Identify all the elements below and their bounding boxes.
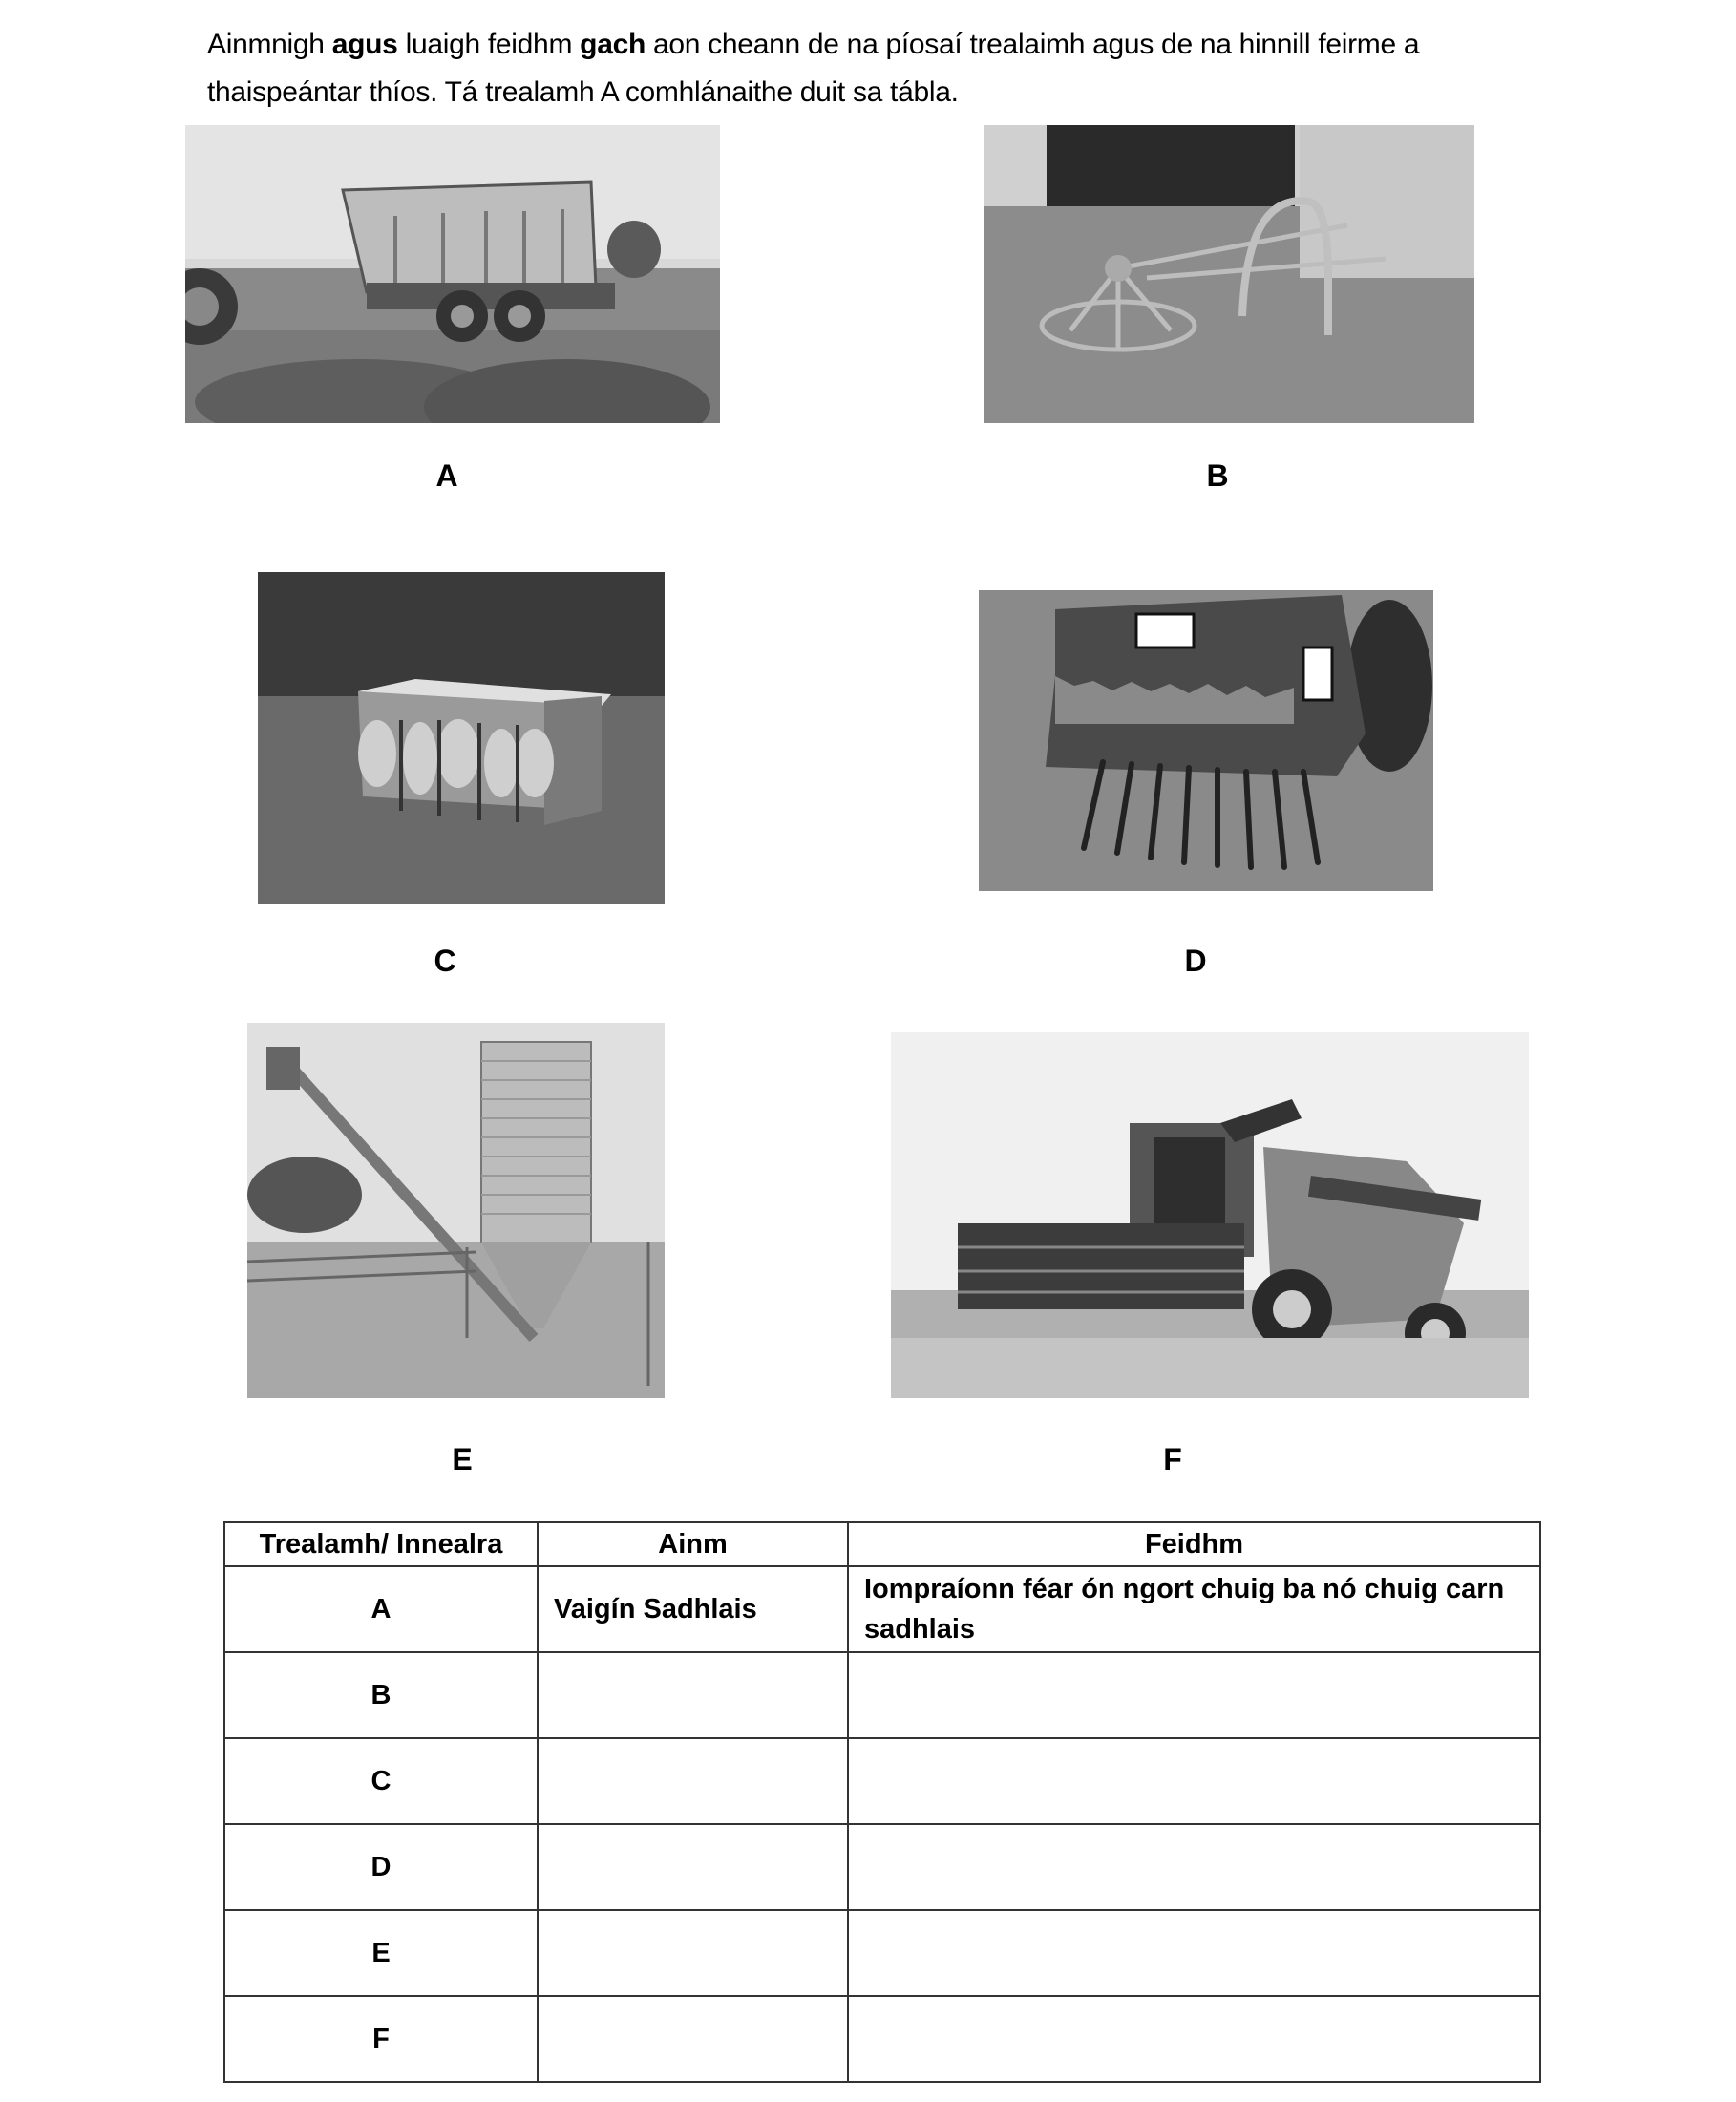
cell-item: D bbox=[224, 1824, 538, 1910]
silage-grab-fork-photo bbox=[979, 590, 1433, 891]
silage-wagon-photo bbox=[185, 125, 720, 423]
cell-function: Iompraíonn féar ón ngort chuig ba nó chuig carn sadhlais bbox=[848, 1566, 1540, 1652]
cell-item: B bbox=[224, 1652, 538, 1738]
combine-harvester-photo bbox=[891, 1032, 1529, 1398]
image-label-c: C bbox=[434, 944, 456, 978]
instr-line2: thaispeántar thíos. Tá trealamh A comhlánaithe duit sa tábla. bbox=[207, 76, 959, 108]
cell-name-answer[interactable] bbox=[538, 1652, 848, 1738]
image-label-b: B bbox=[1206, 458, 1229, 493]
image-label-e: E bbox=[452, 1442, 473, 1476]
hay-tedder-rake-photo bbox=[984, 125, 1474, 423]
instr-text: Ainmnigh bbox=[207, 29, 332, 60]
table-row bbox=[224, 1996, 1540, 2082]
table-header-row bbox=[224, 1522, 1540, 1566]
cell-function-answer[interactable] bbox=[848, 1996, 1540, 2082]
instructions bbox=[207, 21, 1582, 117]
header-equipment: Trealamh/ Innealra bbox=[224, 1522, 538, 1566]
instr-text: luaigh feidhm bbox=[397, 29, 581, 60]
cell-item: F bbox=[224, 1996, 538, 2082]
header-function: Feidhm bbox=[848, 1522, 1540, 1566]
instr-bold-gach: gach bbox=[580, 29, 646, 60]
instr-text: aon cheann de na píosaí trealaimh agus de na hinnill feirme a bbox=[646, 29, 1420, 60]
table-row bbox=[224, 1652, 1540, 1738]
cell-function-answer[interactable] bbox=[848, 1738, 1540, 1824]
cell-item: E bbox=[224, 1910, 538, 1996]
table-row bbox=[224, 1566, 1540, 1652]
image-label-f: F bbox=[1163, 1442, 1182, 1476]
answers-table bbox=[223, 1521, 1541, 2083]
cell-function-answer[interactable] bbox=[848, 1910, 1540, 1996]
cell-item: A bbox=[224, 1566, 538, 1652]
cell-item: C bbox=[224, 1738, 538, 1824]
cell-function-answer[interactable] bbox=[848, 1652, 1540, 1738]
image-label-d: D bbox=[1184, 944, 1207, 978]
instr-bold-agus: agus bbox=[331, 29, 398, 60]
image-label-a: A bbox=[435, 458, 458, 493]
cell-name: Vaigín Sadhlais bbox=[538, 1566, 848, 1652]
cell-name-answer[interactable] bbox=[538, 1738, 848, 1824]
lamb-creep-feeder-photo bbox=[258, 572, 665, 904]
header-name: Ainm bbox=[538, 1522, 848, 1566]
table-row bbox=[224, 1910, 1540, 1996]
cell-name-answer[interactable] bbox=[538, 1824, 848, 1910]
meal-bin-auger-photo bbox=[247, 1023, 665, 1398]
table-row bbox=[224, 1824, 1540, 1910]
cell-function-answer[interactable] bbox=[848, 1824, 1540, 1910]
cell-name-answer[interactable] bbox=[538, 1996, 848, 2082]
table-row bbox=[224, 1738, 1540, 1824]
cell-name-answer[interactable] bbox=[538, 1910, 848, 1996]
